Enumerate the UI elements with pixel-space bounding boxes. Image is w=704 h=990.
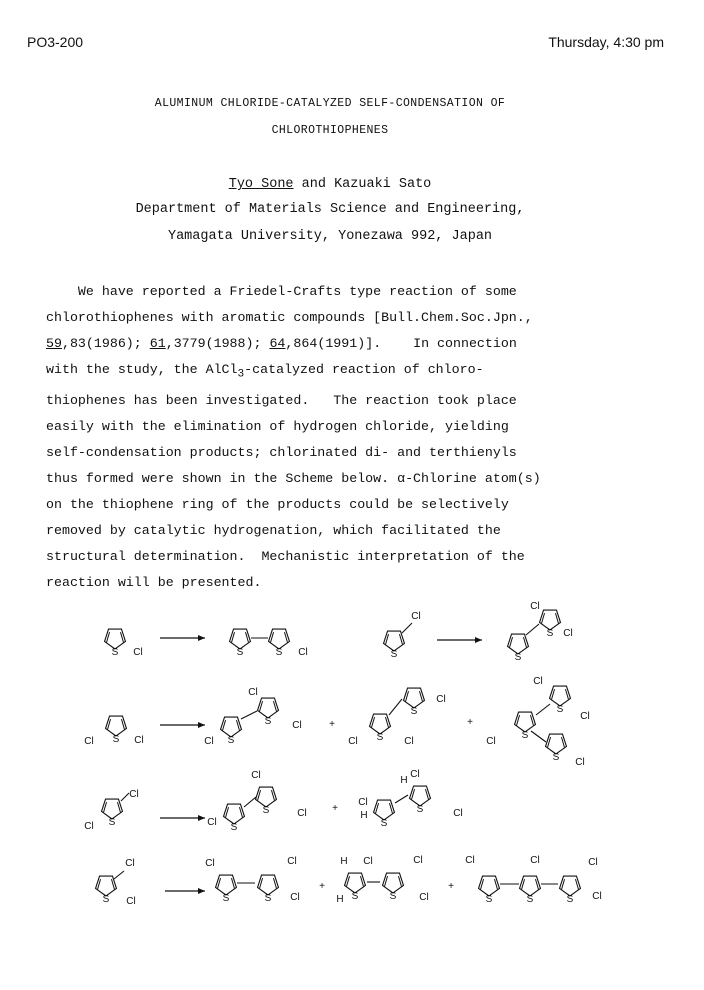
department: Department of Materials Science and Engineering, [135, 202, 525, 217]
reaction-arrow-head [198, 888, 205, 894]
plus-sign: + [448, 881, 454, 892]
reaction-arrow-head [198, 815, 205, 821]
chlorine-atom: Cl [580, 711, 590, 722]
chlorine-atom: Cl [290, 892, 300, 903]
chlorine-atom: Cl [588, 857, 598, 868]
chlorine-atom: Cl [125, 858, 135, 869]
single-bond [244, 797, 256, 807]
sulfur-atom: S [526, 894, 534, 905]
chlorine-atom: Cl [129, 789, 139, 800]
plus-sign: + [467, 717, 473, 728]
hydrogen-atom: H [360, 810, 368, 821]
chlorine-atom: Cl [287, 856, 297, 867]
sulfur-atom: S [222, 893, 230, 904]
abstract-line-references [46, 331, 636, 357]
chlorine-atom: Cl [413, 855, 423, 866]
sulfur-atom: S [416, 804, 424, 815]
single-bond [121, 793, 129, 801]
chlorine-atom: Cl [205, 858, 215, 869]
formula-subscript: 3 [237, 368, 245, 381]
sulfur-atom: S [102, 894, 110, 905]
abstract-code: PO3-200 [27, 34, 84, 50]
abstract-line: We have reported a Friedel-Crafts type reaction of some [46, 284, 517, 299]
sulfur-atom: S [552, 752, 560, 763]
plus-sign: + [332, 803, 338, 814]
paper-title-line2: CHLOROTHIOPHENES [271, 124, 389, 137]
chlorine-atom: Cl [134, 735, 144, 746]
chlorine-atom: Cl [126, 896, 136, 907]
chlorine-atom: Cl [207, 817, 217, 828]
sulfur-atom: S [521, 730, 529, 741]
sulfur-atom: S [390, 649, 398, 660]
chlorine-atom: Cl [298, 647, 308, 658]
chlorine-atom: Cl [133, 647, 143, 658]
reaction-arrow-head [198, 635, 205, 641]
chlorine-atom: Cl [404, 736, 414, 747]
chlorine-atom: Cl [575, 757, 585, 768]
chlorine-atom: Cl [248, 687, 258, 698]
single-bond [402, 623, 412, 633]
chlorine-atom: Cl [358, 797, 368, 808]
sulfur-atom: S [230, 822, 238, 833]
chlorine-atom: Cl [419, 892, 429, 903]
chlorine-atom: Cl [465, 855, 475, 866]
formula-pre: with the study, the AlCl [46, 361, 238, 377]
abstract-line: chlorothiophenes with aromatic compounds [Bull.Chem.Soc.Jpn., [46, 309, 533, 325]
chlorine-atom: Cl [251, 770, 261, 781]
sulfur-atom: S [514, 652, 522, 663]
session-time: Thursday, 4:30 pm [548, 34, 664, 50]
chlorine-atom: Cl [436, 694, 446, 705]
chlorine-atom: Cl [530, 855, 540, 866]
abstract-body [46, 279, 636, 596]
chlorine-atom: Cl [410, 769, 420, 780]
sulfur-atom: S [389, 891, 397, 902]
ref-detail: ,864(1991)]. In connection [285, 335, 517, 351]
sulfur-atom: S [485, 894, 493, 905]
abstract-line: self-condensation products; chlorinated di- and terthienyls [46, 445, 517, 461]
authors-line [0, 177, 660, 192]
chlorine-atom: Cl [563, 628, 573, 639]
chlorine-atom: Cl [533, 676, 543, 687]
reaction-scheme [0, 595, 704, 990]
sulfur-atom: S [275, 647, 283, 658]
sulfur-atom: S [264, 893, 272, 904]
sulfur-atom: S [351, 891, 359, 902]
single-bond [389, 699, 402, 715]
sulfur-atom: S [262, 805, 270, 816]
abstract-line: thus formed were shown in the Scheme below. α-Chlorine atom(s) [46, 471, 541, 486]
sulfur-atom: S [236, 647, 244, 658]
sulfur-atom: S [227, 735, 235, 746]
chlorine-atom: Cl [292, 720, 302, 731]
chlorine-atom: Cl [84, 736, 94, 747]
abstract-line: on the thiophene ring of the products could be selectively [46, 496, 509, 512]
chlorine-atom: Cl [84, 821, 94, 832]
sulfur-atom: S [556, 704, 564, 715]
ref-volume: 61 [149, 335, 166, 351]
ref-detail: ,83(1986); [61, 335, 150, 351]
single-bond [526, 624, 539, 635]
single-bond [114, 871, 124, 879]
abstract-line: removed by catalytic hydrogenation, which facilitated the [46, 522, 501, 538]
sulfur-atom: S [546, 628, 554, 639]
chlorine-atom: Cl [348, 736, 358, 747]
abstract-line: reaction will be presented. [46, 574, 262, 590]
paper-title-line1: ALUMINUM CHLORIDE-CATALYZED SELF-CONDENSATION OF [154, 97, 506, 110]
plus-sign: + [319, 881, 325, 892]
sulfur-atom: S [566, 894, 574, 905]
sulfur-atom: S [410, 706, 418, 717]
sulfur-atom: S [108, 817, 116, 828]
coauthor: Kazuaki Sato [334, 177, 432, 192]
ref-detail: ,3779(1988); [165, 335, 270, 351]
abstract-line-formula [46, 357, 636, 389]
chlorine-atom: Cl [204, 736, 214, 747]
single-bond [531, 731, 546, 742]
chlorine-atom: Cl [297, 808, 307, 819]
formula-post: -catalyzed reaction of chloro- [244, 361, 484, 377]
chlorine-atom: Cl [453, 808, 463, 819]
hydrogen-atom: H [400, 775, 408, 786]
chlorine-atom: Cl [592, 891, 602, 902]
reaction-arrow-head [198, 722, 205, 728]
ref-volume: 64 [269, 335, 286, 351]
hydrogen-atom: H [336, 894, 344, 905]
chlorine-atom: Cl [486, 736, 496, 747]
single-bond [241, 711, 257, 719]
sulfur-atom: S [112, 734, 120, 745]
sulfur-atom: S [111, 647, 119, 658]
abstract-line: easily with the elimination of hydrogen chloride, yielding [46, 419, 509, 435]
chlorine-atom: Cl [530, 601, 540, 612]
ref-volume: 59 [46, 335, 62, 351]
chlorine-atom: Cl [363, 856, 373, 867]
single-bond [536, 704, 550, 715]
author-conjunction: and [301, 177, 326, 192]
sulfur-atom: S [380, 818, 388, 829]
university: Yamagata University, Yonezawa 992, Japan [167, 229, 493, 244]
chlorine-atom: Cl [411, 611, 421, 622]
sulfur-atom: S [376, 732, 384, 743]
abstract-line: structural determination. Mechanistic interpretation of the [46, 548, 525, 564]
presenting-author: Tyo Sone [228, 177, 294, 192]
sulfur-atom: S [264, 716, 272, 727]
single-bond [395, 795, 408, 803]
plus-sign: + [329, 719, 335, 730]
hydrogen-atom: H [340, 856, 348, 867]
reaction-arrow-head [475, 637, 482, 643]
abstract-line: thiophenes has been investigated. The reaction took place [46, 393, 517, 409]
